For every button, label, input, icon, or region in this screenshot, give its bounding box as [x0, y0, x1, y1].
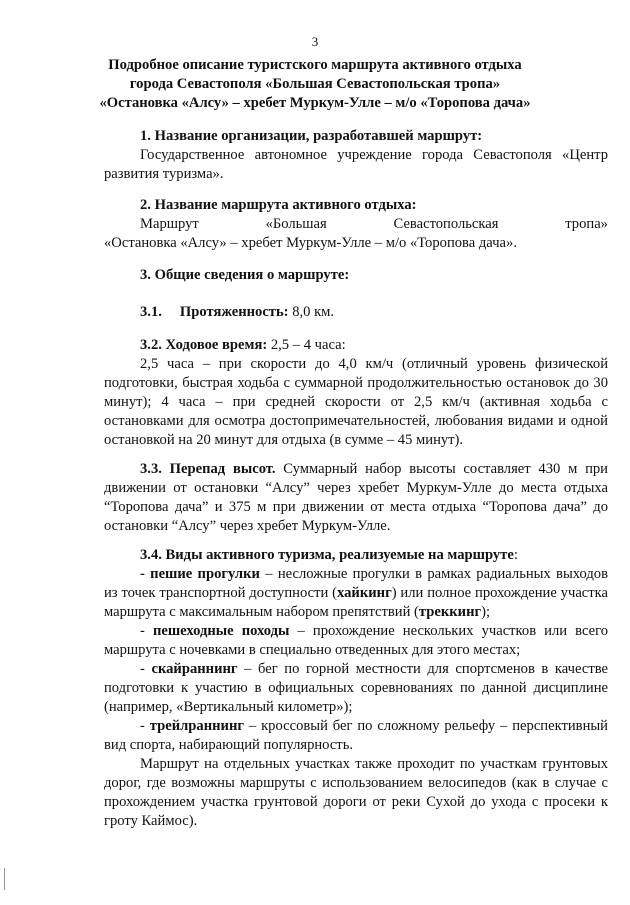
section-2-heading: 2. Название маршрута активного отдыха: [140, 197, 417, 213]
section-1 [104, 127, 608, 184]
list-dash: - [140, 623, 153, 639]
list-item-trailrunning [104, 717, 608, 755]
route-word-3: Севастопольская [393, 216, 499, 232]
section-3-4-heading: 3.4. Виды активного туризма, реализуемые на маршруте [140, 547, 514, 563]
route-word-4: тропа» [565, 216, 608, 232]
section-1-text: Государственное автономное учреждение города Севастополя «Центр развития туризма». [104, 147, 608, 182]
section-2 [104, 196, 608, 253]
section-3-1-value: 8,0 км. [288, 304, 335, 320]
scan-edge-mark [4, 868, 5, 890]
list-term: скайраннинг [151, 661, 238, 677]
section-3-1-label: Протяженность: [179, 304, 289, 320]
title-line-3: «Остановка «Алсу» – хребет Муркум-Улле – м/о «Торопова дача» [99, 95, 531, 111]
section-1-heading: 1. Название организации, разработавшей маршрут: [140, 128, 483, 144]
title-line-1: Подробное описание туристского маршрута активного отдыха [108, 57, 522, 73]
list-text: – несложные прогулки в рамках радиальных выходов из точек транспортной доступности ( [104, 566, 608, 601]
list-dash: - [140, 661, 152, 677]
list-term: пешие прогулки [150, 566, 260, 582]
list-item-skyrunning [104, 660, 608, 717]
list-term-trekking: треккинг [418, 604, 482, 620]
document-title [95, 56, 535, 113]
section-2-line-1 [104, 215, 608, 234]
list-term: трейлраннинг [149, 718, 244, 734]
section-3-3-label: 3.3. Перепад высот. [140, 461, 276, 477]
list-item-hiking [104, 565, 608, 622]
section-3-3-body: Суммарный набор высоты составляет 430 м при движении от остановки “Алсу” через хребет Муркум-Улле до места отдыха “Торопова дача” и 375 м при движении от места отдыха “Торопова дача” до остановки “Алсу” через хребет Муркум-Улле. [104, 461, 608, 534]
section-3-1-number: 3.1. [140, 304, 162, 320]
section-3-4-final-text: Маршрут на отдельных участках также проходит по участкам грунтовых дорог, где возможны маршруты с использованием велосипедов (как в случае с прохождением участка грунтовой дороги от реки Сухой до ухода с просеки к гроту Каймос). [104, 756, 608, 829]
title-line-2: города Севастополя «Большая Севастопольская тропа» [129, 76, 501, 92]
section-3-4-heading-line [104, 546, 608, 565]
page-number: 3 [311, 34, 319, 49]
section-3-heading: 3. Общие сведения о маршруте: [140, 267, 350, 283]
section-3-4 [104, 546, 608, 831]
section-3-2-label: 3.2. Ходовое время: [140, 337, 268, 353]
section-3-2 [104, 336, 608, 450]
list-text: ) или полное прохождение участка маршрута с максимальным набором препятствий ( [104, 585, 608, 620]
list-dash: - [140, 718, 150, 734]
section-2-line-2: «Остановка «Алсу» – хребет Муркум-Улле – м/о «Торопова дача». [104, 235, 517, 251]
section-3-3 [104, 460, 608, 536]
section-3-1-line [104, 303, 608, 322]
list-text: – прохождение нескольких участков или всего маршрута с ночевками в специально отведенных для этого местах; [104, 623, 609, 658]
list-dash: - [140, 566, 151, 582]
list-term: пешеходные походы [152, 623, 290, 639]
section-3-heading-block [104, 266, 608, 285]
list-item-hiking-trips [104, 622, 608, 660]
section-3-1 [104, 303, 608, 322]
section-3-2-line [104, 336, 608, 355]
list-text: ); [481, 604, 491, 620]
list-text: – бег по горной местности для спортсменов в качестве подготовки к участию в официальных соревнованиях по данной дисциплине (например, «Вертикальный километр»); [104, 661, 608, 715]
section-3-3-text [104, 460, 608, 536]
route-word-2: «Большая [265, 216, 327, 232]
section-3-4-colon: : [513, 547, 518, 563]
section-3-2-value: 2,5 – 4 часа: [267, 337, 346, 353]
list-text: – кроссовый бег по сложному рельефу – перспективный вид спорта, набирающий популярность. [104, 718, 608, 753]
list-term-hiking: хайкинг [337, 585, 392, 601]
section-3-2-text: 2,5 часа – при скорости до 4,0 км/ч (отличный уровень физической подготовки, быстрая ходьба с суммарной продолжительностью остановок до 30 минут); 4 часа – при средней скорости от 2,5 км/ч (активная ходьба с остановками для осмотра достопримечательностей, любования видами и одной остановкой на 20 минут для отдыха (в сумме – 45 минут). [104, 356, 608, 448]
route-word-1: Маршрут [140, 216, 199, 232]
